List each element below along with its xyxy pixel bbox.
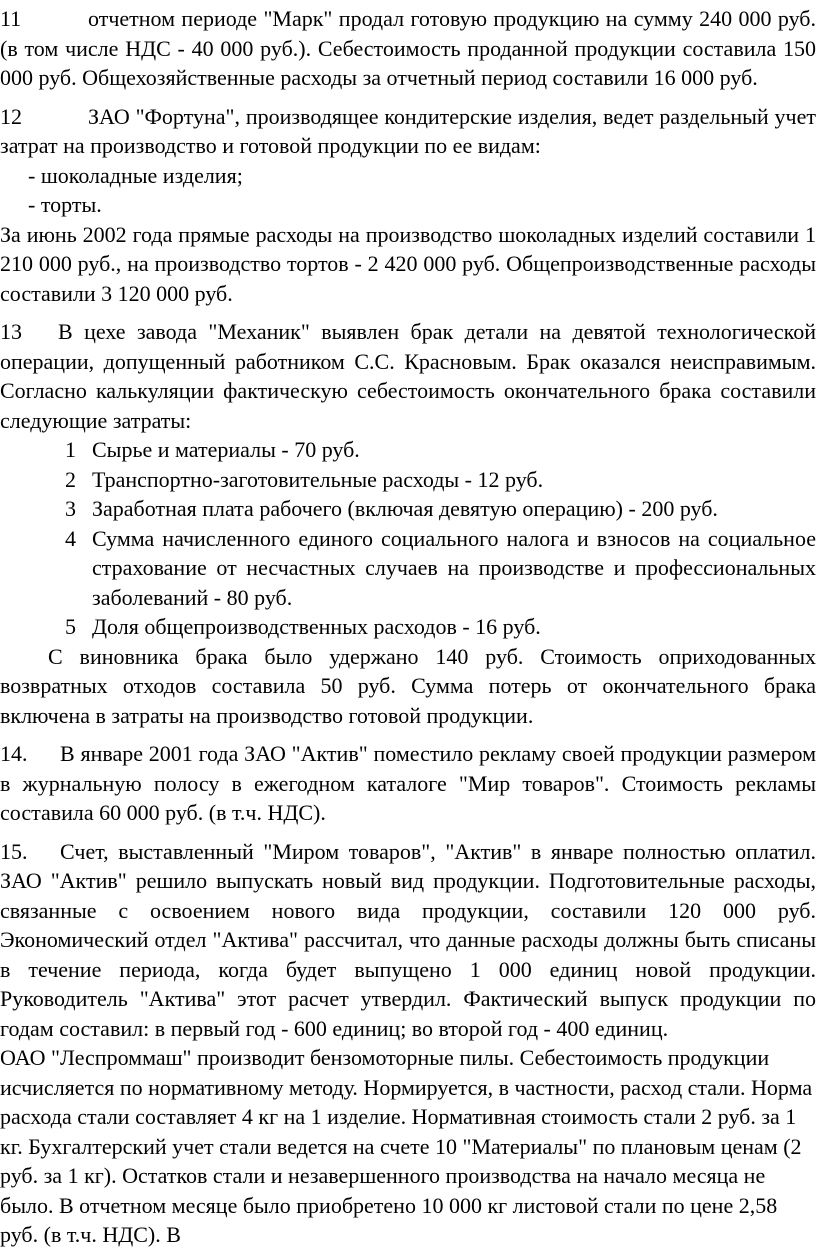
problem-body: В цехе завода "Механик" выявлен брак детали на девятой технологической операции, допущенный работником С.С. Красновым. Брак оказался неисправимым. Согласно калькуляции фактическую себестоимость окончательного брака составили следующие затраты: bbox=[0, 319, 816, 433]
cost-items-list bbox=[0, 435, 816, 642]
problem-15-text bbox=[0, 837, 816, 1044]
list-item-number: 4 bbox=[65, 525, 76, 551]
problem-number: 15. bbox=[0, 838, 28, 864]
list-item bbox=[0, 524, 816, 613]
problem-13-after: С виновника брака было удержано 140 руб. Стоимость оприходованных возвратных отходов составила 50 руб. Сумма потерь от окончательного брака включена в затраты на производство готовой продукции. bbox=[0, 643, 816, 728]
problem-11 bbox=[0, 4, 816, 93]
problem-13 bbox=[0, 317, 816, 730]
problem-14 bbox=[0, 739, 816, 828]
problem-12-text bbox=[0, 102, 816, 161]
list-item-number: 2 bbox=[65, 466, 76, 492]
list-item-text: Сумма начисленного единого социального налога и взносов на социальное страхование от несчастных случаев на производстве и профессиональных заболеваний - 80 руб. bbox=[92, 525, 816, 610]
final-paragraph: ОАО "Леспроммаш" производит бензомоторные пилы. Себестоимость продукции исчисляется по нормативному методу. Нормируется, в частности, расход стали. Норма расхода стали составляет 4 кг на 1 изделие. Нормативная стоимость стали 2 руб. за 1 кг. Бухгалтерский учет стали ведется на счете 10 "Материалы" по плановым ценам (2 руб. за 1 кг). Остатков стали и незавершенного производства на начало месяца не было. В отчетном месяце было приобретено 10 000 кг листовой стали по цене 2,58 руб. (в т.ч. НДС). В bbox=[0, 1045, 813, 1247]
list-item-text: Доля общепроизводственных расходов - 16 руб. bbox=[92, 614, 541, 639]
problem-12-after: За июнь 2002 года прямые расходы на производство шоколадных изделий составили 1 210 000 руб., на производство тортов - 2 420 000 руб. Общепроизводственные расходы составили 3 120 000 руб. bbox=[0, 221, 816, 306]
problem-12 bbox=[0, 102, 816, 309]
list-item bbox=[0, 612, 816, 642]
list-item-text: Транспортно-заготовительные расходы - 12 руб. bbox=[92, 466, 544, 492]
list-item bbox=[0, 465, 816, 495]
list-item: - шоколадные изделия; bbox=[28, 162, 243, 188]
list-item bbox=[0, 494, 816, 524]
list-item bbox=[0, 435, 816, 465]
problem-13-text bbox=[0, 317, 816, 435]
list-item-number: 1 bbox=[65, 437, 76, 462]
problem-14-text bbox=[0, 739, 816, 828]
problem-body: Счет, выставленный "Миром товаров", "Актив" в январе полностью оплатил. ЗАО "Актив" решило выпускать новый вид продукции. Подготовительные расходы, связанные с освоением нового вида продукции, составили 120 000 руб. Экономический отдел "Актива" рассчитал, что данные расходы должны быть списаны в течение периода, когда будет выпущено 1 000 единиц новой продукции. Руководитель "Актива" этот расчет утвердил. Фактический выпуск продукции по годам составил: в первый год - 600 единиц; во второй год - 400 единиц. bbox=[0, 838, 816, 1041]
problem-15 bbox=[0, 837, 816, 1044]
list-item-number: 3 bbox=[65, 496, 76, 521]
problem-number: 11 bbox=[0, 6, 22, 31]
problem-body: отчетном периоде "Марк" продал готовую продукцию на сумму 240 000 руб. (в том числе НДС - 40 000 руб.). Себестоимость проданной продукции составила 150 000 руб. Общехозяйственные расходы за отчетный период составили 16 000 руб. bbox=[0, 6, 816, 90]
problem-number: 12 bbox=[0, 103, 22, 129]
problem-11-text bbox=[0, 4, 816, 93]
problem-number: 14. bbox=[0, 741, 28, 766]
list-item-number: 5 bbox=[65, 614, 76, 639]
list-item: - торты. bbox=[28, 192, 102, 217]
document-page bbox=[0, 4, 816, 1250]
problem-number: 13 bbox=[0, 319, 22, 344]
problem-body: В январе 2001 года ЗАО "Актив" поместило рекламу своей продукции размером в журнальную полосу в ежегодном каталоге "Мир товаров". Стоимость рекламы составила 60 000 руб. (в т.ч. НДС). bbox=[0, 741, 816, 825]
problem-body: ЗАО "Фортуна", производящее кондитерские изделия, ведет раздельный учет затрат на производство и готовой продукции по ее видам: bbox=[0, 103, 816, 158]
list-item-text: Заработная плата рабочего (включая девятую операцию) - 200 руб. bbox=[92, 496, 718, 521]
list-item-text: Сырье и материалы - 70 руб. bbox=[92, 437, 360, 462]
